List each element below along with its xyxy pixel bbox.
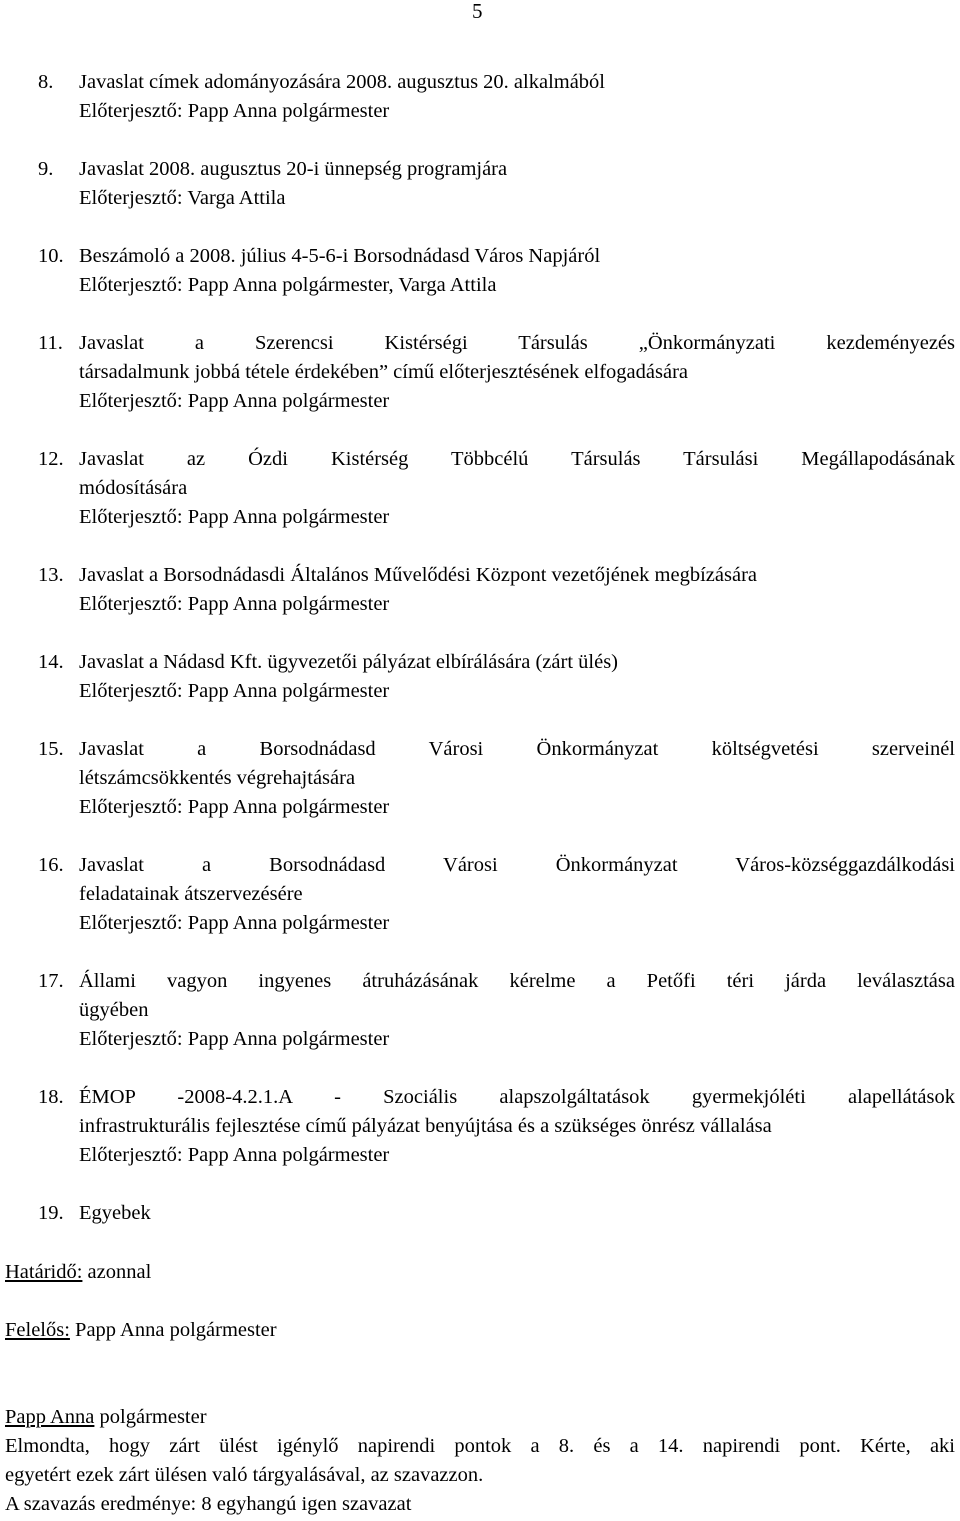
agenda-item-presenter: Előterjesztő: Papp Anna polgármester (79, 796, 390, 818)
agenda-item-title-line: Állami vagyon ingyenes átruházásának kérelme a Petőfi téri járda leválasztása (79, 970, 955, 992)
agenda-item-presenter: Előterjesztő: Papp Anna polgármester (79, 680, 390, 702)
agenda-item (0, 967, 960, 1054)
speaker (5, 1403, 955, 1432)
agenda-item-presenter: Előterjesztő: Papp Anna polgármester (79, 912, 390, 934)
agenda-item-number: 17. (38, 970, 64, 992)
agenda-item-number: 8. (38, 71, 54, 93)
agenda-item (0, 851, 960, 938)
agenda-item-number: 15. (38, 738, 64, 760)
agenda-item-title-line: létszámcsökkentés végrehajtására (79, 767, 356, 789)
agenda-item-presenter: Előterjesztő: Papp Anna polgármester (79, 1028, 390, 1050)
agenda-item-title: Javaslat címek adományozására 2008. augusztus 20. alkalmából (79, 71, 606, 93)
agenda-item-title-line: infrastrukturális fejlesztése című pályázat benyújtása és a szükséges önrész vállalása (79, 1115, 772, 1137)
deadline-value: azonnal (87, 1261, 152, 1283)
page-number: 5 (472, 0, 483, 23)
agenda-item (0, 735, 960, 822)
agenda-item-title-line: módosítására (79, 477, 188, 499)
agenda-item-title-line: Javaslat a Borsodnádasd Városi Önkormányzat költségvetési szerveinél (79, 738, 955, 760)
agenda-item (0, 1199, 960, 1228)
speaker-role: polgármester (99, 1406, 207, 1428)
agenda-item-title: Javaslat 2008. augusztus 20-i ünnepség programjára (79, 158, 508, 180)
agenda-item-presenter: Előterjesztő: Varga Attila (79, 187, 286, 209)
agenda-item-presenter: Előterjesztő: Papp Anna polgármester (79, 1144, 390, 1166)
agenda-item-number: 9. (38, 158, 54, 180)
agenda-item-title-line: ÉMOP -2008-4.2.1.A - Szociális alapszolgáltatások gyermekjóléti alapellátások (79, 1086, 955, 1108)
agenda-item-number: 19. (38, 1202, 64, 1224)
agenda-item-number: 16. (38, 854, 64, 876)
agenda-item (0, 445, 960, 532)
agenda-item-presenter: Előterjesztő: Papp Anna polgármester (79, 100, 390, 122)
responsible-label: Felelős: (5, 1319, 70, 1341)
speech-line: egyetért ezek zárt ülésen való tárgyalásával, az szavazzon. (5, 1464, 484, 1486)
agenda-item-title: Javaslat a Borsodnádasdi Általános Művelődési Központ vezetőjének megbízására (79, 564, 758, 586)
agenda-item-number: 13. (38, 564, 64, 586)
responsible (5, 1316, 277, 1345)
responsible-value: Papp Anna polgármester (75, 1319, 277, 1341)
agenda-list (0, 68, 960, 1228)
agenda-item-title-line: Javaslat a Borsodnádasd Városi Önkormányzat Város-községgazdálkodási (79, 854, 955, 876)
vote-result: A szavazás eredménye: 8 egyhangú igen szavazat (5, 1493, 412, 1515)
agenda-item (0, 1083, 960, 1170)
agenda-item (0, 155, 960, 213)
agenda-item-title: Beszámoló a 2008. július 4-5-6-i Borsodnádasd Város Napjáról (79, 245, 601, 267)
agenda-item-number: 12. (38, 448, 64, 470)
agenda-item-title-line: társadalmunk jobbá tétele érdekében” című előterjesztésének elfogadására (79, 361, 689, 383)
agenda-item (0, 329, 960, 416)
agenda-item-title-line: feladatainak átszervezésére (79, 883, 303, 905)
agenda-item-title-line: Javaslat a Szerencsi Kistérségi Társulás „Önkormányzati kezdeményezés (79, 332, 955, 354)
agenda-item (0, 68, 960, 126)
agenda-item-title-line: Javaslat az Ózdi Kistérség Többcélú Társulás Társulási Megállapodásának (79, 448, 955, 470)
deadline (5, 1258, 151, 1287)
agenda-item-number: 11. (38, 332, 63, 354)
agenda-item-number: 10. (38, 245, 64, 267)
agenda-item-number: 18. (38, 1086, 64, 1108)
deadline-label: Határidő: (5, 1261, 83, 1283)
speaker-name: Papp Anna (5, 1406, 95, 1428)
agenda-item (0, 242, 960, 300)
agenda-item-number: 14. (38, 651, 64, 673)
agenda-item-title-line: ügyében (79, 999, 149, 1021)
speech-line: Elmondta, hogy zárt ülést igénylő napirendi pontok a 8. és a 14. napirendi pont. Kérte, aki (5, 1435, 955, 1457)
speech-text (5, 1432, 955, 1490)
agenda-item-presenter: Előterjesztő: Papp Anna polgármester (79, 506, 390, 528)
agenda-item-presenter: Előterjesztő: Papp Anna polgármester (79, 593, 390, 615)
minutes-block (5, 1403, 955, 1519)
agenda-item (0, 648, 960, 706)
agenda-item-presenter: Előterjesztő: Papp Anna polgármester, Varga Attila (79, 274, 497, 296)
agenda-item-title: Javaslat a Nádasd Kft. ügyvezetői pályázat elbírálására (zárt ülés) (79, 651, 619, 673)
agenda-item-presenter: Előterjesztő: Papp Anna polgármester (79, 390, 390, 412)
agenda-item-title: Egyebek (79, 1202, 151, 1224)
agenda-item (0, 561, 960, 619)
